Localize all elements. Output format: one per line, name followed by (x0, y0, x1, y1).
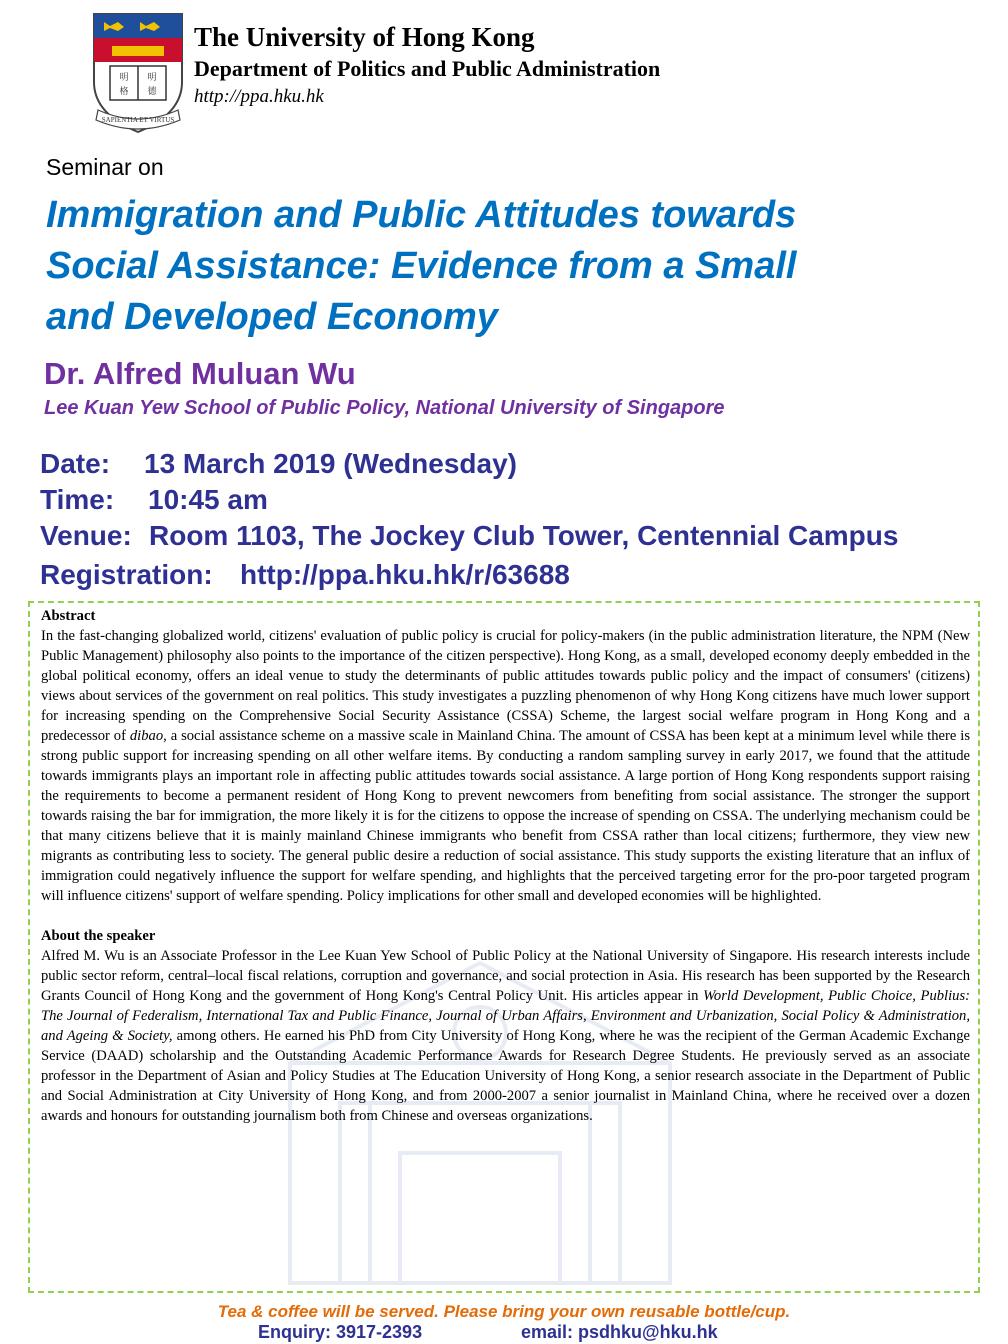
registration-link[interactable]: http://ppa.hku.hk/r/63688 (240, 559, 570, 590)
about-text-part: Alfred M. Wu is an Associate Professor in the Lee Kuan Yew School of Public Policy at the National University of Singapore. His research interests include public sector reform, central–local fiscal relations, corruption and governance, and social protection in Asia. His research has been supported by the Research Grants Council of Hong Kong and the government of Hong Kong's Central Policy Unit. His articles appear in (41, 948, 970, 1004)
abstract-text (41, 626, 970, 906)
venue-label: Venue: (40, 520, 132, 551)
event-date (40, 448, 517, 480)
hku-crest-icon (88, 10, 188, 142)
university-name: The University of Hong Kong (194, 22, 535, 52)
abstract-text-part: In the fast-changing globalized world, citizens' evaluation of public policy is crucial for policy-makers (in the public administration literature, the NPM (New Public Management) philosophy also points to the importance of the citizen perspective). Hong Kong, as a small, developed economy deeply embedded in the global political economy, offers an ideal venue to study the determinants of public attitudes towards public policy and the impact of consumers' (citizens) views about services of the government on real politics. This study investigates a puzzling phenomenon of why Hong Kong citizens have much lower support for increasing spending on the Comprehensive Social Security Assistance (CSSA) Scheme, the largest social welfare program in Hong Kong and a predecessor of (41, 628, 970, 744)
footer-email[interactable]: email: psdhku@hku.hk (521, 1322, 718, 1342)
talk-title-line: Immigration and Public Attitudes towards (46, 194, 797, 236)
venue-value: Room 1103, The Jockey Club Tower, Centennial Campus (149, 520, 899, 551)
abstract-heading: Abstract (41, 608, 96, 624)
about-text-part: among others. He earned his PhD from City University of Hong Kong, where he was the recipient of the German Academic Exchange Service (DAAD) scholarship and the Outstanding Academic Performance Awards for Research Degree Students. He previously served as an associate professor in the Department of Asian and Policy Studies at The Education University of Hong Kong, a senior research associate in the Department of Public and Social Administration at City University of Hong Kong, and from 2000-2007 a senior journalist in Mainland China, where he received over a dozen awards and honours for outstanding journalism both from Chinese and overseas organizations. (41, 1028, 970, 1124)
svg-text:明: 明 (147, 73, 157, 83)
talk-title (46, 190, 946, 343)
registration-label: Registration: (40, 559, 213, 590)
speaker-name: Dr. Alfred Muluan Wu (44, 356, 356, 391)
event-venue (40, 520, 898, 552)
svg-text:明: 明 (119, 73, 129, 83)
time-value: 10:45 am (148, 484, 268, 515)
department-name: Department of Politics and Public Administration (194, 56, 661, 81)
abstract-text-part: , a social assistance scheme on a massive scale in Mainland China. The amount of CSSA has been kept at a minimum level while there is strong public support for increasing spending on all other welfare items. By conducting a random sampling survey in early 2017, we found that the attitude towards immigrants plays an important role in affecting public attitudes towards social assistance. A large portion of Hong Kong respondents support raising the requirements to become a permanent resident of Hong Kong to prevent newcomers from benefiting from social assistance. The stronger the support towards raising the bar for immigration, the more likely it is for the citizens to oppose the increase of spending on CSSA. The underlying mechanism could be that many citizens believe that it is mainly mainland Chinese immigrants who benefit from CSSA rather than local citizens; furthermore, they view new migrants as contributing less to society. The general public desire a reduction of social assistance. This study supports the existing literature that an influx of immigration could negatively influence the support for welfare spending, and highlights that the perceived targeting error for the pro-poor targeted program will influence citizens' support of welfare spending. Policy implications for other small and developed economies will be highlighted. (41, 728, 970, 904)
event-time (40, 484, 268, 516)
talk-title-line: Social Assistance: Evidence from a Small (46, 245, 797, 287)
about-speaker-heading: About the speaker (41, 928, 156, 944)
event-registration (40, 559, 570, 591)
crest-motto: SAPIENTIA ET VIRTUS (101, 116, 175, 124)
svg-text:德: 德 (147, 87, 157, 97)
footer-enquiry: Enquiry: 3917-2393 (258, 1322, 423, 1342)
seminar-label: Seminar on (46, 154, 164, 180)
footer-note: Tea & coffee will be served. Please bring your own reusable bottle/cup. (217, 1302, 791, 1321)
svg-text:格: 格 (119, 87, 129, 97)
talk-title-line: and Developed Economy (46, 296, 498, 338)
about-journals: World Development, Public Choice, Publius: The Journal of Federalism, International Tax and Public Finance, Journal of Urban Affairs, Environment and Urbanization, Social Policy & Administration, and Ageing & Society, (41, 988, 970, 1044)
date-value: 13 March 2019 (Wednesday) (144, 448, 517, 479)
speaker-affiliation: Lee Kuan Yew School of Public Policy, National University of Singapore (44, 397, 725, 419)
date-label: Date: (40, 448, 111, 479)
about-speaker-text (41, 946, 970, 1126)
time-label: Time: (40, 484, 115, 515)
department-url[interactable]: http://ppa.hku.hk (194, 86, 324, 107)
abstract-box (28, 601, 980, 1293)
abstract-dibao-term: dibao (129, 728, 164, 744)
